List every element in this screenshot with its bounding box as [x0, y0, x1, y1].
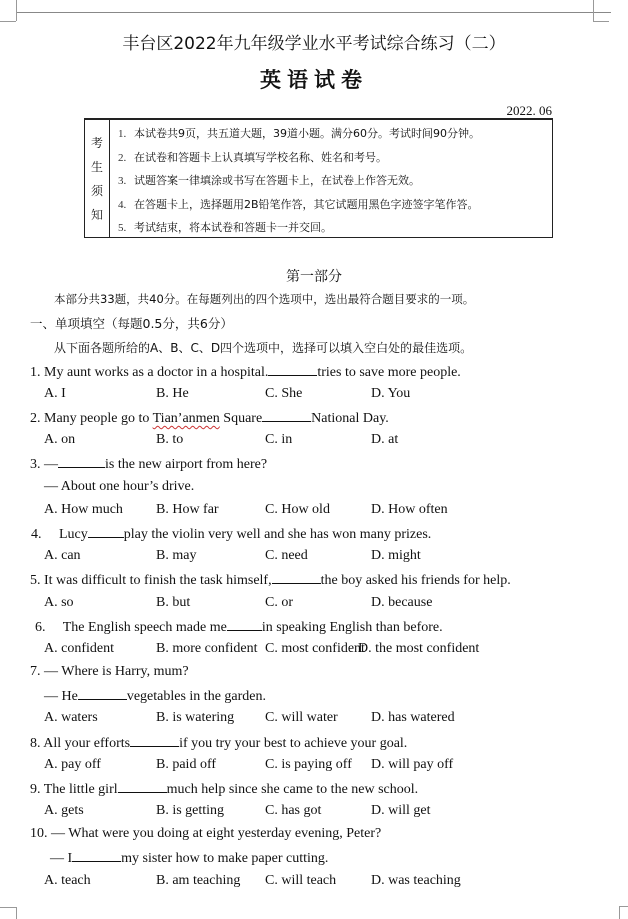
question-3 [30, 455, 267, 473]
option-c: C. has got [265, 803, 322, 818]
question-text: National Day. [311, 411, 389, 426]
option-b: B. is getting [156, 803, 225, 818]
page-header-line [17, 12, 611, 13]
notice-item-text: 在答题卡上，选择题用2B铅笔作答，其它试题用黑色字迹签字笔作答。 [134, 197, 479, 211]
exam-subtitle: 英语试卷 [260, 68, 368, 92]
question-text: 9. The little girl [30, 782, 118, 797]
options-row [0, 757, 628, 775]
question-text: play the violin very well and she has won many prizes. [123, 527, 432, 542]
answer-blank [118, 780, 167, 793]
notice-box [84, 118, 553, 238]
option-d: D. will get [371, 803, 431, 818]
option-d: D. has watered [371, 710, 455, 725]
question-text: — He [44, 689, 78, 704]
option-d: D. How often [371, 502, 448, 517]
notice-item [118, 216, 552, 240]
answer-blank [72, 849, 121, 862]
question-10: 10. — What were you doing at eight yesterday evening, Peter? [30, 826, 382, 841]
option-c: C. or [265, 595, 293, 610]
option-a: A. waters [44, 710, 98, 725]
option-b: B. paid off [156, 757, 217, 772]
notice-item-text: 本试卷共9页，共五道大题，39道小题。满分60分。考试时间90分钟。 [134, 127, 480, 140]
crop-mark-top-right [593, 21, 609, 22]
notice-item-text: 考试结束，将本试卷和答题卡一并交回。 [134, 221, 332, 235]
answer-blank [268, 363, 317, 376]
notice-label-char: 须 [90, 183, 103, 198]
question-text: 4. Lucy [31, 527, 88, 542]
notice-list [110, 120, 552, 237]
options-row [0, 502, 628, 520]
part-title: 第一部分 [286, 269, 342, 285]
question-1 [30, 363, 461, 381]
question-7-reply [44, 687, 266, 705]
question-5 [30, 571, 511, 589]
notice-item-number: 1. [118, 128, 127, 140]
option-b: B. to [156, 432, 184, 447]
option-d: D. at [371, 432, 399, 447]
question-text: — I [50, 851, 73, 866]
answer-blank [78, 687, 127, 700]
notice-item-number: 2. [118, 151, 127, 164]
option-d: D. might [371, 548, 421, 563]
option-b: B. is watering [156, 710, 235, 725]
question-text: 3. — [30, 457, 58, 472]
question-text: vegetables in the garden. [126, 689, 266, 704]
question-text: much help since she came to the new school. [166, 782, 419, 797]
notice-item-text: 试题答案一律填涂或书写在答题卡上，在试卷上作答无效。 [134, 174, 420, 188]
crop-mark-bottom-left [16, 907, 17, 919]
crop-mark-top-left [0, 21, 16, 22]
crop-mark-bottom-right [619, 906, 620, 919]
option-c: C. She [265, 386, 303, 401]
question-text: my sister how to make paper cutting. [121, 851, 329, 866]
option-a: A. teach [44, 873, 91, 888]
option-b: B. but [156, 595, 191, 610]
question-text: the boy asked his friends for help. [320, 573, 511, 588]
option-d: D. because [371, 595, 433, 610]
question-6 [35, 618, 443, 636]
option-a: A. pay off [44, 757, 101, 772]
option-a: A. confident [44, 641, 114, 656]
answer-blank [88, 525, 124, 538]
option-d: D. will pay off [371, 757, 454, 772]
notice-label-char: 知 [90, 207, 103, 222]
option-b: B. He [156, 386, 189, 401]
option-a: A. gets [44, 803, 84, 818]
option-a: A. on [44, 432, 76, 447]
answer-blank [58, 455, 105, 468]
question-9 [30, 780, 418, 798]
options-row [0, 595, 628, 613]
question-10-reply [50, 849, 328, 867]
exam-title: 丰台区2022年九年级学业水平考试综合练习（二） [122, 34, 506, 54]
notice-item [118, 122, 552, 146]
options-row [0, 386, 628, 404]
option-a: A. I [44, 386, 66, 401]
options-row [0, 710, 628, 728]
question-text: is the new airport from here? [105, 457, 268, 472]
crop-mark-bottom-left [0, 907, 16, 908]
options-row [0, 873, 628, 891]
option-c: C. will teach [265, 873, 337, 888]
question-text: in speaking English than before. [261, 620, 443, 635]
option-b: B. more confident [156, 641, 258, 656]
answer-blank [227, 618, 262, 631]
option-a: A. How much [44, 502, 123, 517]
notice-item [118, 146, 552, 170]
crop-mark-bottom-right [619, 906, 628, 907]
question-text: 6. The English speech made me [35, 620, 227, 635]
question-text: 8. All your efforts [30, 736, 131, 751]
option-b: B. may [156, 548, 197, 563]
section-instruction: 从下面各题所给的A、B、C、D四个选项中，选择可以填入空白处的最佳选项。 [54, 341, 473, 355]
option-d: D. You [371, 386, 411, 401]
notice-label-char: 考 [90, 135, 103, 150]
notice-item [118, 193, 552, 217]
option-c: C. in [265, 432, 293, 447]
option-c: C. will water [265, 710, 338, 725]
answer-blank [262, 409, 311, 422]
option-c: C. need [265, 548, 308, 563]
notice-label-char: 生 [90, 159, 103, 174]
question-text: 2. Many people go to [30, 411, 153, 426]
notice-item-text: 在试卷和答题卡上认真填写学校名称、姓名和考号。 [134, 150, 387, 164]
option-c: C. is paying off [265, 757, 352, 772]
options-row [0, 803, 628, 821]
options-row [0, 641, 628, 659]
option-c: C. most confident [265, 641, 365, 656]
question-4 [31, 525, 431, 543]
answer-blank [272, 571, 321, 584]
question-text: 1. My aunt works as a doctor in a hospital. [30, 365, 269, 380]
question-8 [30, 734, 407, 752]
option-a: A. so [44, 595, 74, 610]
exam-date: 2022. 06 [506, 103, 552, 118]
options-row [0, 548, 628, 566]
question-7: 7. — Where is Harry, mum? [30, 664, 189, 679]
answer-blank [130, 734, 179, 747]
spellcheck-flagged-word: Tian’anmen [152, 411, 220, 426]
notice-item [118, 169, 552, 193]
notice-item-number: 3. [118, 175, 127, 188]
section-title: 一、单项填空（每题0.5分，共6分） [30, 316, 233, 331]
question-text: tries to save more people. [317, 365, 461, 380]
question-2 [30, 409, 389, 427]
option-a: A. can [44, 548, 81, 563]
option-d: D. was teaching [371, 873, 461, 888]
options-row [0, 432, 628, 450]
option-b: B. am teaching [156, 873, 241, 888]
question-text: if you try your best to achieve your goal. [179, 736, 408, 751]
notice-item-number: 5. [118, 222, 127, 235]
option-b: B. How far [156, 502, 219, 517]
option-d: D. the most confident [358, 641, 480, 656]
notice-item-number: 4. [118, 198, 127, 211]
question-3-reply: — About one hour’s drive. [44, 479, 195, 494]
notice-label [85, 120, 110, 237]
option-c: C. How old [265, 502, 330, 517]
question-text: 5. It was difficult to finish the task himself, [30, 573, 272, 588]
question-text: Square [219, 411, 263, 426]
crop-mark-top-right [593, 0, 594, 21]
part-intro: 本部分共33题，共40分。在每题列出的四个选项中，选出最符合题目要求的一项。 [54, 292, 475, 306]
crop-mark-top-left [16, 0, 17, 21]
